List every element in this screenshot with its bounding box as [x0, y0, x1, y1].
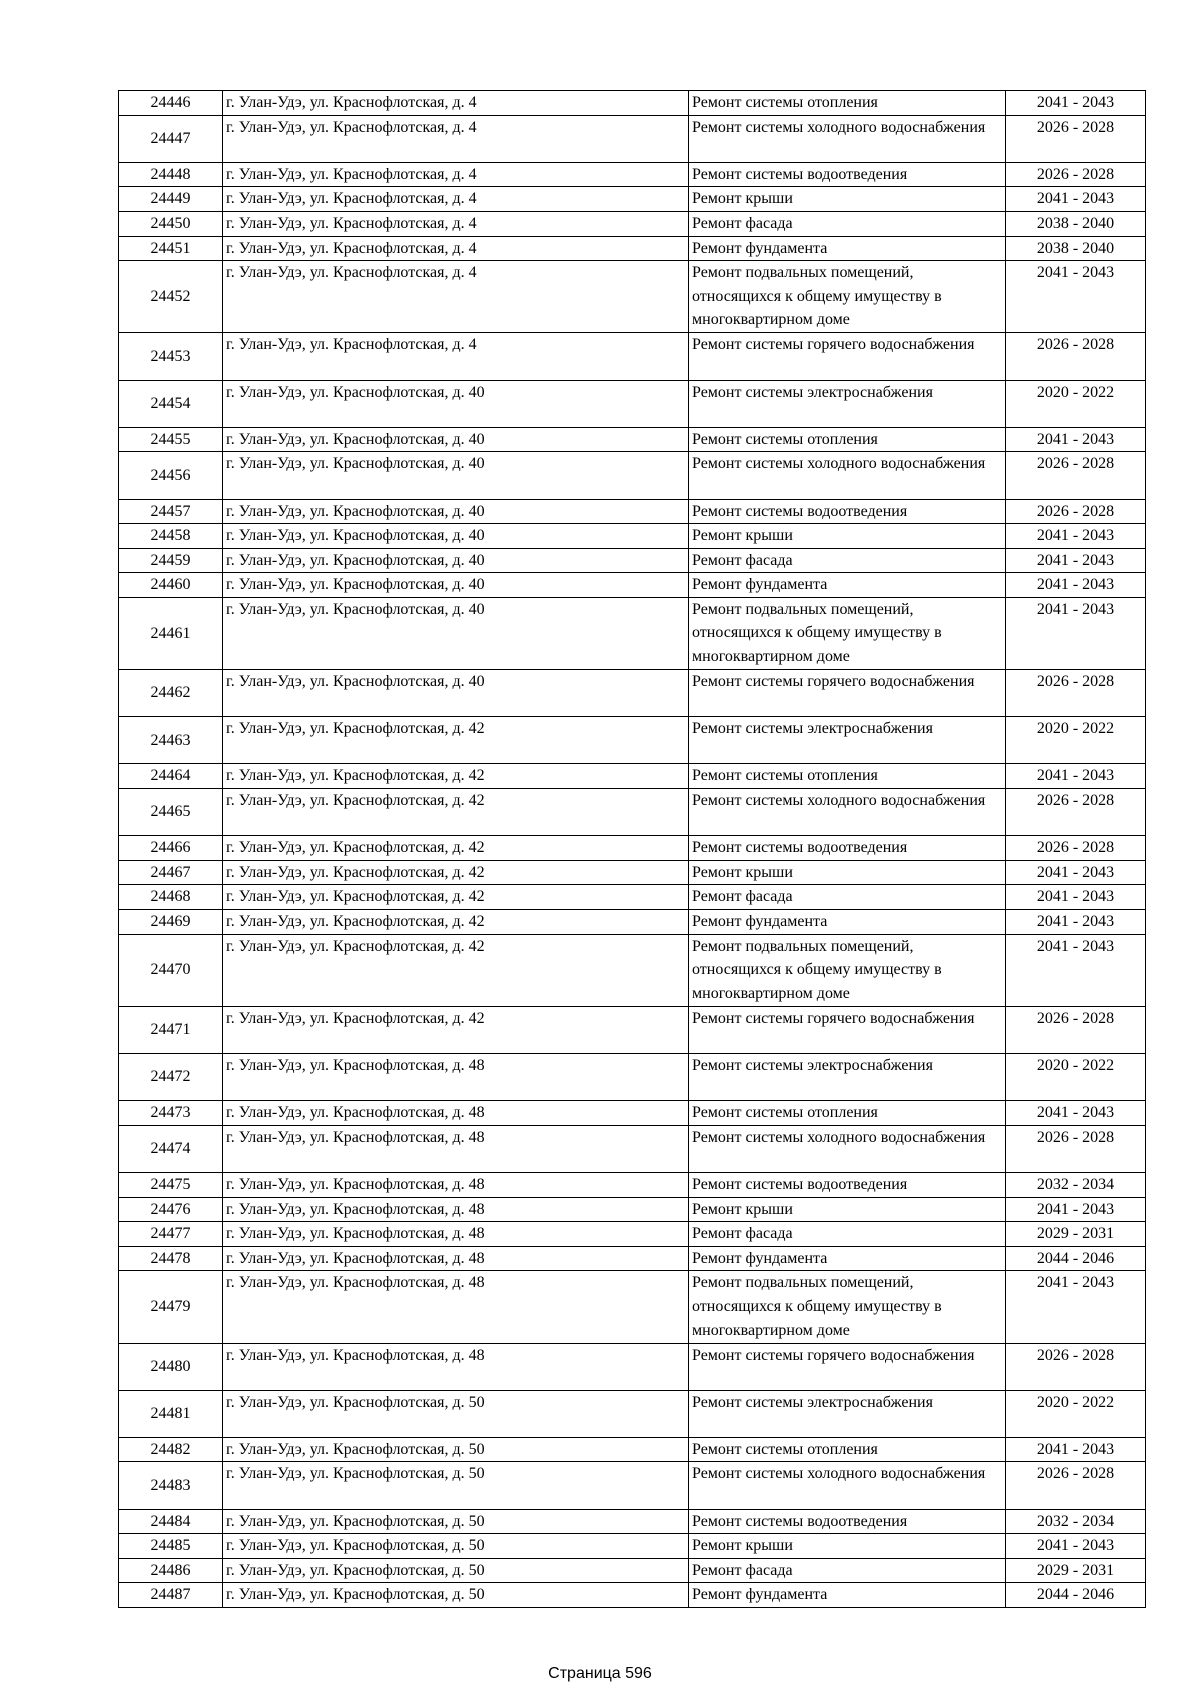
table-row	[119, 764, 1146, 789]
row-number-cell: 24475	[119, 1172, 223, 1197]
address-cell: г. Улан-Удэ, ул. Краснофлотская, д. 40	[223, 670, 689, 717]
table-row	[119, 934, 1146, 1006]
work-type-cell: Ремонт подвальных помещений, относящихся к общему имуществу в многоквартирном доме	[689, 597, 1006, 669]
work-type-cell: Ремонт крыши	[689, 187, 1006, 212]
period-cell: 2026 - 2028	[1006, 499, 1146, 524]
row-number-cell: 24464	[119, 764, 223, 789]
work-type-cell: Ремонт системы водоотведения	[689, 1172, 1006, 1197]
work-type-cell: Ремонт системы горячего водоснабжения	[689, 670, 1006, 717]
period-cell: 2041 - 2043	[1006, 885, 1146, 910]
work-type-cell: Ремонт системы водоотведения	[689, 836, 1006, 861]
period-cell: 2038 - 2040	[1006, 236, 1146, 261]
table-row	[119, 1343, 1146, 1390]
row-number-cell: 24479	[119, 1271, 223, 1343]
work-type-cell: Ремонт системы электроснабжения	[689, 717, 1006, 764]
row-number-cell: 24451	[119, 236, 223, 261]
address-cell: г. Улан-Удэ, ул. Краснофлотская, д. 42	[223, 910, 689, 935]
work-type-cell: Ремонт системы электроснабжения	[689, 380, 1006, 427]
address-cell: г. Улан-Удэ, ул. Краснофлотская, д. 50	[223, 1583, 689, 1608]
work-type-cell: Ремонт крыши	[689, 1197, 1006, 1222]
table-row	[119, 1125, 1146, 1172]
period-cell: 2020 - 2022	[1006, 717, 1146, 764]
period-cell: 2026 - 2028	[1006, 1125, 1146, 1172]
address-cell: г. Улан-Удэ, ул. Краснофлотская, д. 4	[223, 91, 689, 116]
table-row	[119, 1437, 1146, 1462]
period-cell: 2041 - 2043	[1006, 910, 1146, 935]
period-cell: 2026 - 2028	[1006, 333, 1146, 380]
address-cell: г. Улан-Удэ, ул. Краснофлотская, д. 48	[223, 1125, 689, 1172]
work-type-cell: Ремонт системы электроснабжения	[689, 1390, 1006, 1437]
work-type-cell: Ремонт фундамента	[689, 236, 1006, 261]
period-cell: 2041 - 2043	[1006, 1101, 1146, 1126]
table-row	[119, 1053, 1146, 1100]
row-number-cell: 24480	[119, 1343, 223, 1390]
table-row	[119, 1246, 1146, 1271]
address-cell: г. Улан-Удэ, ул. Краснофлотская, д. 40	[223, 524, 689, 549]
address-cell: г. Улан-Удэ, ул. Краснофлотская, д. 4	[223, 162, 689, 187]
address-cell: г. Улан-Удэ, ул. Краснофлотская, д. 4	[223, 187, 689, 212]
work-type-cell: Ремонт системы отопления	[689, 1101, 1006, 1126]
row-number-cell: 24455	[119, 427, 223, 452]
address-cell: г. Улан-Удэ, ул. Краснофлотская, д. 42	[223, 860, 689, 885]
work-type-cell: Ремонт системы водоотведения	[689, 1509, 1006, 1534]
row-number-cell: 24474	[119, 1125, 223, 1172]
work-type-cell: Ремонт системы отопления	[689, 427, 1006, 452]
period-cell: 2026 - 2028	[1006, 836, 1146, 861]
work-type-cell: Ремонт системы горячего водоснабжения	[689, 1343, 1006, 1390]
period-cell: 2044 - 2046	[1006, 1583, 1146, 1608]
work-type-cell: Ремонт фундамента	[689, 573, 1006, 598]
table-row	[119, 1583, 1146, 1608]
row-number-cell: 24452	[119, 261, 223, 333]
work-type-cell: Ремонт подвальных помещений, относящихся к общему имуществу в многоквартирном доме	[689, 934, 1006, 1006]
period-cell: 2026 - 2028	[1006, 1462, 1146, 1509]
row-number-cell: 24459	[119, 548, 223, 573]
period-cell: 2041 - 2043	[1006, 573, 1146, 598]
period-cell: 2026 - 2028	[1006, 1343, 1146, 1390]
table-row	[119, 91, 1146, 116]
work-type-cell: Ремонт системы холодного водоснабжения	[689, 789, 1006, 836]
address-cell: г. Улан-Удэ, ул. Краснофлотская, д. 40	[223, 573, 689, 598]
work-type-cell: Ремонт системы отопления	[689, 764, 1006, 789]
table-row	[119, 236, 1146, 261]
work-type-cell: Ремонт фундамента	[689, 1246, 1006, 1271]
row-number-cell: 24484	[119, 1509, 223, 1534]
table-row	[119, 499, 1146, 524]
period-cell: 2026 - 2028	[1006, 452, 1146, 499]
table-row	[119, 836, 1146, 861]
row-number-cell: 24448	[119, 162, 223, 187]
period-cell: 2041 - 2043	[1006, 261, 1146, 333]
address-cell: г. Улан-Удэ, ул. Краснофлотская, д. 42	[223, 764, 689, 789]
row-number-cell: 24478	[119, 1246, 223, 1271]
address-cell: г. Улан-Удэ, ул. Краснофлотская, д. 48	[223, 1222, 689, 1247]
row-number-cell: 24454	[119, 380, 223, 427]
work-type-cell: Ремонт подвальных помещений, относящихся к общему имуществу в многоквартирном доме	[689, 1271, 1006, 1343]
page-number: Страница 596	[548, 1665, 652, 1682]
period-cell: 2026 - 2028	[1006, 789, 1146, 836]
row-number-cell: 24465	[119, 789, 223, 836]
table-row	[119, 1271, 1146, 1343]
address-cell: г. Улан-Удэ, ул. Краснофлотская, д. 40	[223, 597, 689, 669]
address-cell: г. Улан-Удэ, ул. Краснофлотская, д. 48	[223, 1197, 689, 1222]
table-row	[119, 187, 1146, 212]
work-type-cell: Ремонт системы холодного водоснабжения	[689, 452, 1006, 499]
table-row	[119, 1101, 1146, 1126]
table-row	[119, 910, 1146, 935]
table-row	[119, 261, 1146, 333]
period-cell: 2026 - 2028	[1006, 670, 1146, 717]
address-cell: г. Улан-Удэ, ул. Краснофлотская, д. 40	[223, 548, 689, 573]
row-number-cell: 24473	[119, 1101, 223, 1126]
work-type-cell: Ремонт крыши	[689, 1534, 1006, 1559]
row-number-cell: 24486	[119, 1558, 223, 1583]
period-cell: 2041 - 2043	[1006, 597, 1146, 669]
address-cell: г. Улан-Удэ, ул. Краснофлотская, д. 50	[223, 1390, 689, 1437]
period-cell: 2029 - 2031	[1006, 1222, 1146, 1247]
period-cell: 2041 - 2043	[1006, 860, 1146, 885]
work-type-cell: Ремонт фасада	[689, 1558, 1006, 1583]
row-number-cell: 24468	[119, 885, 223, 910]
address-cell: г. Улан-Удэ, ул. Краснофлотская, д. 48	[223, 1172, 689, 1197]
row-number-cell: 24481	[119, 1390, 223, 1437]
address-cell: г. Улан-Удэ, ул. Краснофлотская, д. 48	[223, 1053, 689, 1100]
address-cell: г. Улан-Удэ, ул. Краснофлотская, д. 42	[223, 885, 689, 910]
row-number-cell: 24457	[119, 499, 223, 524]
row-number-cell: 24463	[119, 717, 223, 764]
row-number-cell: 24461	[119, 597, 223, 669]
period-cell: 2029 - 2031	[1006, 1558, 1146, 1583]
table-row	[119, 427, 1146, 452]
period-cell: 2020 - 2022	[1006, 380, 1146, 427]
row-number-cell: 24477	[119, 1222, 223, 1247]
row-number-cell: 24456	[119, 452, 223, 499]
work-type-cell: Ремонт системы отопления	[689, 91, 1006, 116]
address-cell: г. Улан-Удэ, ул. Краснофлотская, д. 4	[223, 333, 689, 380]
period-cell: 2041 - 2043	[1006, 524, 1146, 549]
work-type-cell: Ремонт системы холодного водоснабжения	[689, 1125, 1006, 1172]
address-cell: г. Улан-Удэ, ул. Краснофлотская, д. 42	[223, 1006, 689, 1053]
table-row	[119, 860, 1146, 885]
address-cell: г. Улан-Удэ, ул. Краснофлотская, д. 50	[223, 1437, 689, 1462]
period-cell: 2026 - 2028	[1006, 1006, 1146, 1053]
row-number-cell: 24469	[119, 910, 223, 935]
row-number-cell: 24460	[119, 573, 223, 598]
address-cell: г. Улан-Удэ, ул. Краснофлотская, д. 48	[223, 1271, 689, 1343]
period-cell: 2041 - 2043	[1006, 427, 1146, 452]
period-cell: 2041 - 2043	[1006, 187, 1146, 212]
row-number-cell: 24453	[119, 333, 223, 380]
period-cell: 2041 - 2043	[1006, 764, 1146, 789]
table-row	[119, 211, 1146, 236]
row-number-cell: 24467	[119, 860, 223, 885]
period-cell: 2020 - 2022	[1006, 1390, 1146, 1437]
row-number-cell: 24472	[119, 1053, 223, 1100]
address-cell: г. Улан-Удэ, ул. Краснофлотская, д. 42	[223, 836, 689, 861]
row-number-cell: 24483	[119, 1462, 223, 1509]
table-row	[119, 524, 1146, 549]
address-cell: г. Улан-Удэ, ул. Краснофлотская, д. 4	[223, 261, 689, 333]
table-row	[119, 333, 1146, 380]
row-number-cell: 24470	[119, 934, 223, 1006]
period-cell: 2032 - 2034	[1006, 1509, 1146, 1534]
address-cell: г. Улан-Удэ, ул. Краснофлотская, д. 48	[223, 1246, 689, 1271]
work-type-cell: Ремонт фундамента	[689, 910, 1006, 935]
table-row	[119, 1197, 1146, 1222]
work-type-cell: Ремонт крыши	[689, 524, 1006, 549]
table-row	[119, 789, 1146, 836]
period-cell: 2041 - 2043	[1006, 91, 1146, 116]
row-number-cell: 24471	[119, 1006, 223, 1053]
period-cell: 2041 - 2043	[1006, 1271, 1146, 1343]
row-number-cell: 24485	[119, 1534, 223, 1559]
row-number-cell: 24450	[119, 211, 223, 236]
address-cell: г. Улан-Удэ, ул. Краснофлотская, д. 4	[223, 115, 689, 162]
work-type-cell: Ремонт системы холодного водоснабжения	[689, 1462, 1006, 1509]
address-cell: г. Улан-Удэ, ул. Краснофлотская, д. 4	[223, 236, 689, 261]
period-cell: 2041 - 2043	[1006, 1534, 1146, 1559]
row-number-cell: 24458	[119, 524, 223, 549]
period-cell: 2041 - 2043	[1006, 1437, 1146, 1462]
period-cell: 2044 - 2046	[1006, 1246, 1146, 1271]
period-cell: 2020 - 2022	[1006, 1053, 1146, 1100]
address-cell: г. Улан-Удэ, ул. Краснофлотская, д. 40	[223, 499, 689, 524]
work-type-cell: Ремонт фасада	[689, 548, 1006, 573]
address-cell: г. Улан-Удэ, ул. Краснофлотская, д. 4	[223, 211, 689, 236]
table-row	[119, 1006, 1146, 1053]
address-cell: г. Улан-Удэ, ул. Краснофлотская, д. 40	[223, 380, 689, 427]
period-cell: 2041 - 2043	[1006, 1197, 1146, 1222]
row-number-cell: 24462	[119, 670, 223, 717]
address-cell: г. Улан-Удэ, ул. Краснофлотская, д. 50	[223, 1462, 689, 1509]
table-row	[119, 670, 1146, 717]
row-number-cell: 24487	[119, 1583, 223, 1608]
work-type-cell: Ремонт системы горячего водоснабжения	[689, 333, 1006, 380]
work-type-cell: Ремонт крыши	[689, 860, 1006, 885]
row-number-cell: 24476	[119, 1197, 223, 1222]
row-number-cell: 24466	[119, 836, 223, 861]
work-type-cell: Ремонт фасада	[689, 885, 1006, 910]
work-type-cell: Ремонт системы водоотведения	[689, 499, 1006, 524]
address-cell: г. Улан-Удэ, ул. Краснофлотская, д. 42	[223, 934, 689, 1006]
row-number-cell: 24449	[119, 187, 223, 212]
period-cell: 2041 - 2043	[1006, 548, 1146, 573]
address-cell: г. Улан-Удэ, ул. Краснофлотская, д. 48	[223, 1101, 689, 1126]
table-row	[119, 1390, 1146, 1437]
address-cell: г. Улан-Удэ, ул. Краснофлотская, д. 50	[223, 1534, 689, 1559]
table-row	[119, 1534, 1146, 1559]
work-type-cell: Ремонт подвальных помещений, относящихся к общему имуществу в многоквартирном доме	[689, 261, 1006, 333]
work-type-cell: Ремонт системы холодного водоснабжения	[689, 115, 1006, 162]
work-type-cell: Ремонт фундамента	[689, 1583, 1006, 1608]
address-cell: г. Улан-Удэ, ул. Краснофлотская, д. 50	[223, 1509, 689, 1534]
table-row	[119, 1462, 1146, 1509]
row-number-cell: 24482	[119, 1437, 223, 1462]
table-row	[119, 597, 1146, 669]
repair-schedule-table	[118, 90, 1146, 1608]
period-cell: 2041 - 2043	[1006, 934, 1146, 1006]
work-type-cell: Ремонт системы горячего водоснабжения	[689, 1006, 1006, 1053]
row-number-cell: 24446	[119, 91, 223, 116]
row-number-cell: 24447	[119, 115, 223, 162]
address-cell: г. Улан-Удэ, ул. Краснофлотская, д. 42	[223, 717, 689, 764]
table-row	[119, 452, 1146, 499]
period-cell: 2032 - 2034	[1006, 1172, 1146, 1197]
address-cell: г. Улан-Удэ, ул. Краснофлотская, д. 40	[223, 427, 689, 452]
table-row	[119, 380, 1146, 427]
period-cell: 2026 - 2028	[1006, 162, 1146, 187]
work-type-cell: Ремонт системы водоотведения	[689, 162, 1006, 187]
table-row	[119, 885, 1146, 910]
table-row	[119, 717, 1146, 764]
work-type-cell: Ремонт системы электроснабжения	[689, 1053, 1006, 1100]
period-cell: 2038 - 2040	[1006, 211, 1146, 236]
work-type-cell: Ремонт фасада	[689, 1222, 1006, 1247]
table-row	[119, 1558, 1146, 1583]
address-cell: г. Улан-Удэ, ул. Краснофлотская, д. 48	[223, 1343, 689, 1390]
table-row	[119, 1172, 1146, 1197]
work-type-cell: Ремонт фасада	[689, 211, 1006, 236]
address-cell: г. Улан-Удэ, ул. Краснофлотская, д. 42	[223, 789, 689, 836]
work-type-cell: Ремонт системы отопления	[689, 1437, 1006, 1462]
table-row	[119, 1509, 1146, 1534]
table-row	[119, 162, 1146, 187]
address-cell: г. Улан-Удэ, ул. Краснофлотская, д. 50	[223, 1558, 689, 1583]
table-row	[119, 1222, 1146, 1247]
address-cell: г. Улан-Удэ, ул. Краснофлотская, д. 40	[223, 452, 689, 499]
table-row	[119, 115, 1146, 162]
table-body	[119, 91, 1146, 1608]
table-row	[119, 573, 1146, 598]
table-row	[119, 548, 1146, 573]
period-cell: 2026 - 2028	[1006, 115, 1146, 162]
